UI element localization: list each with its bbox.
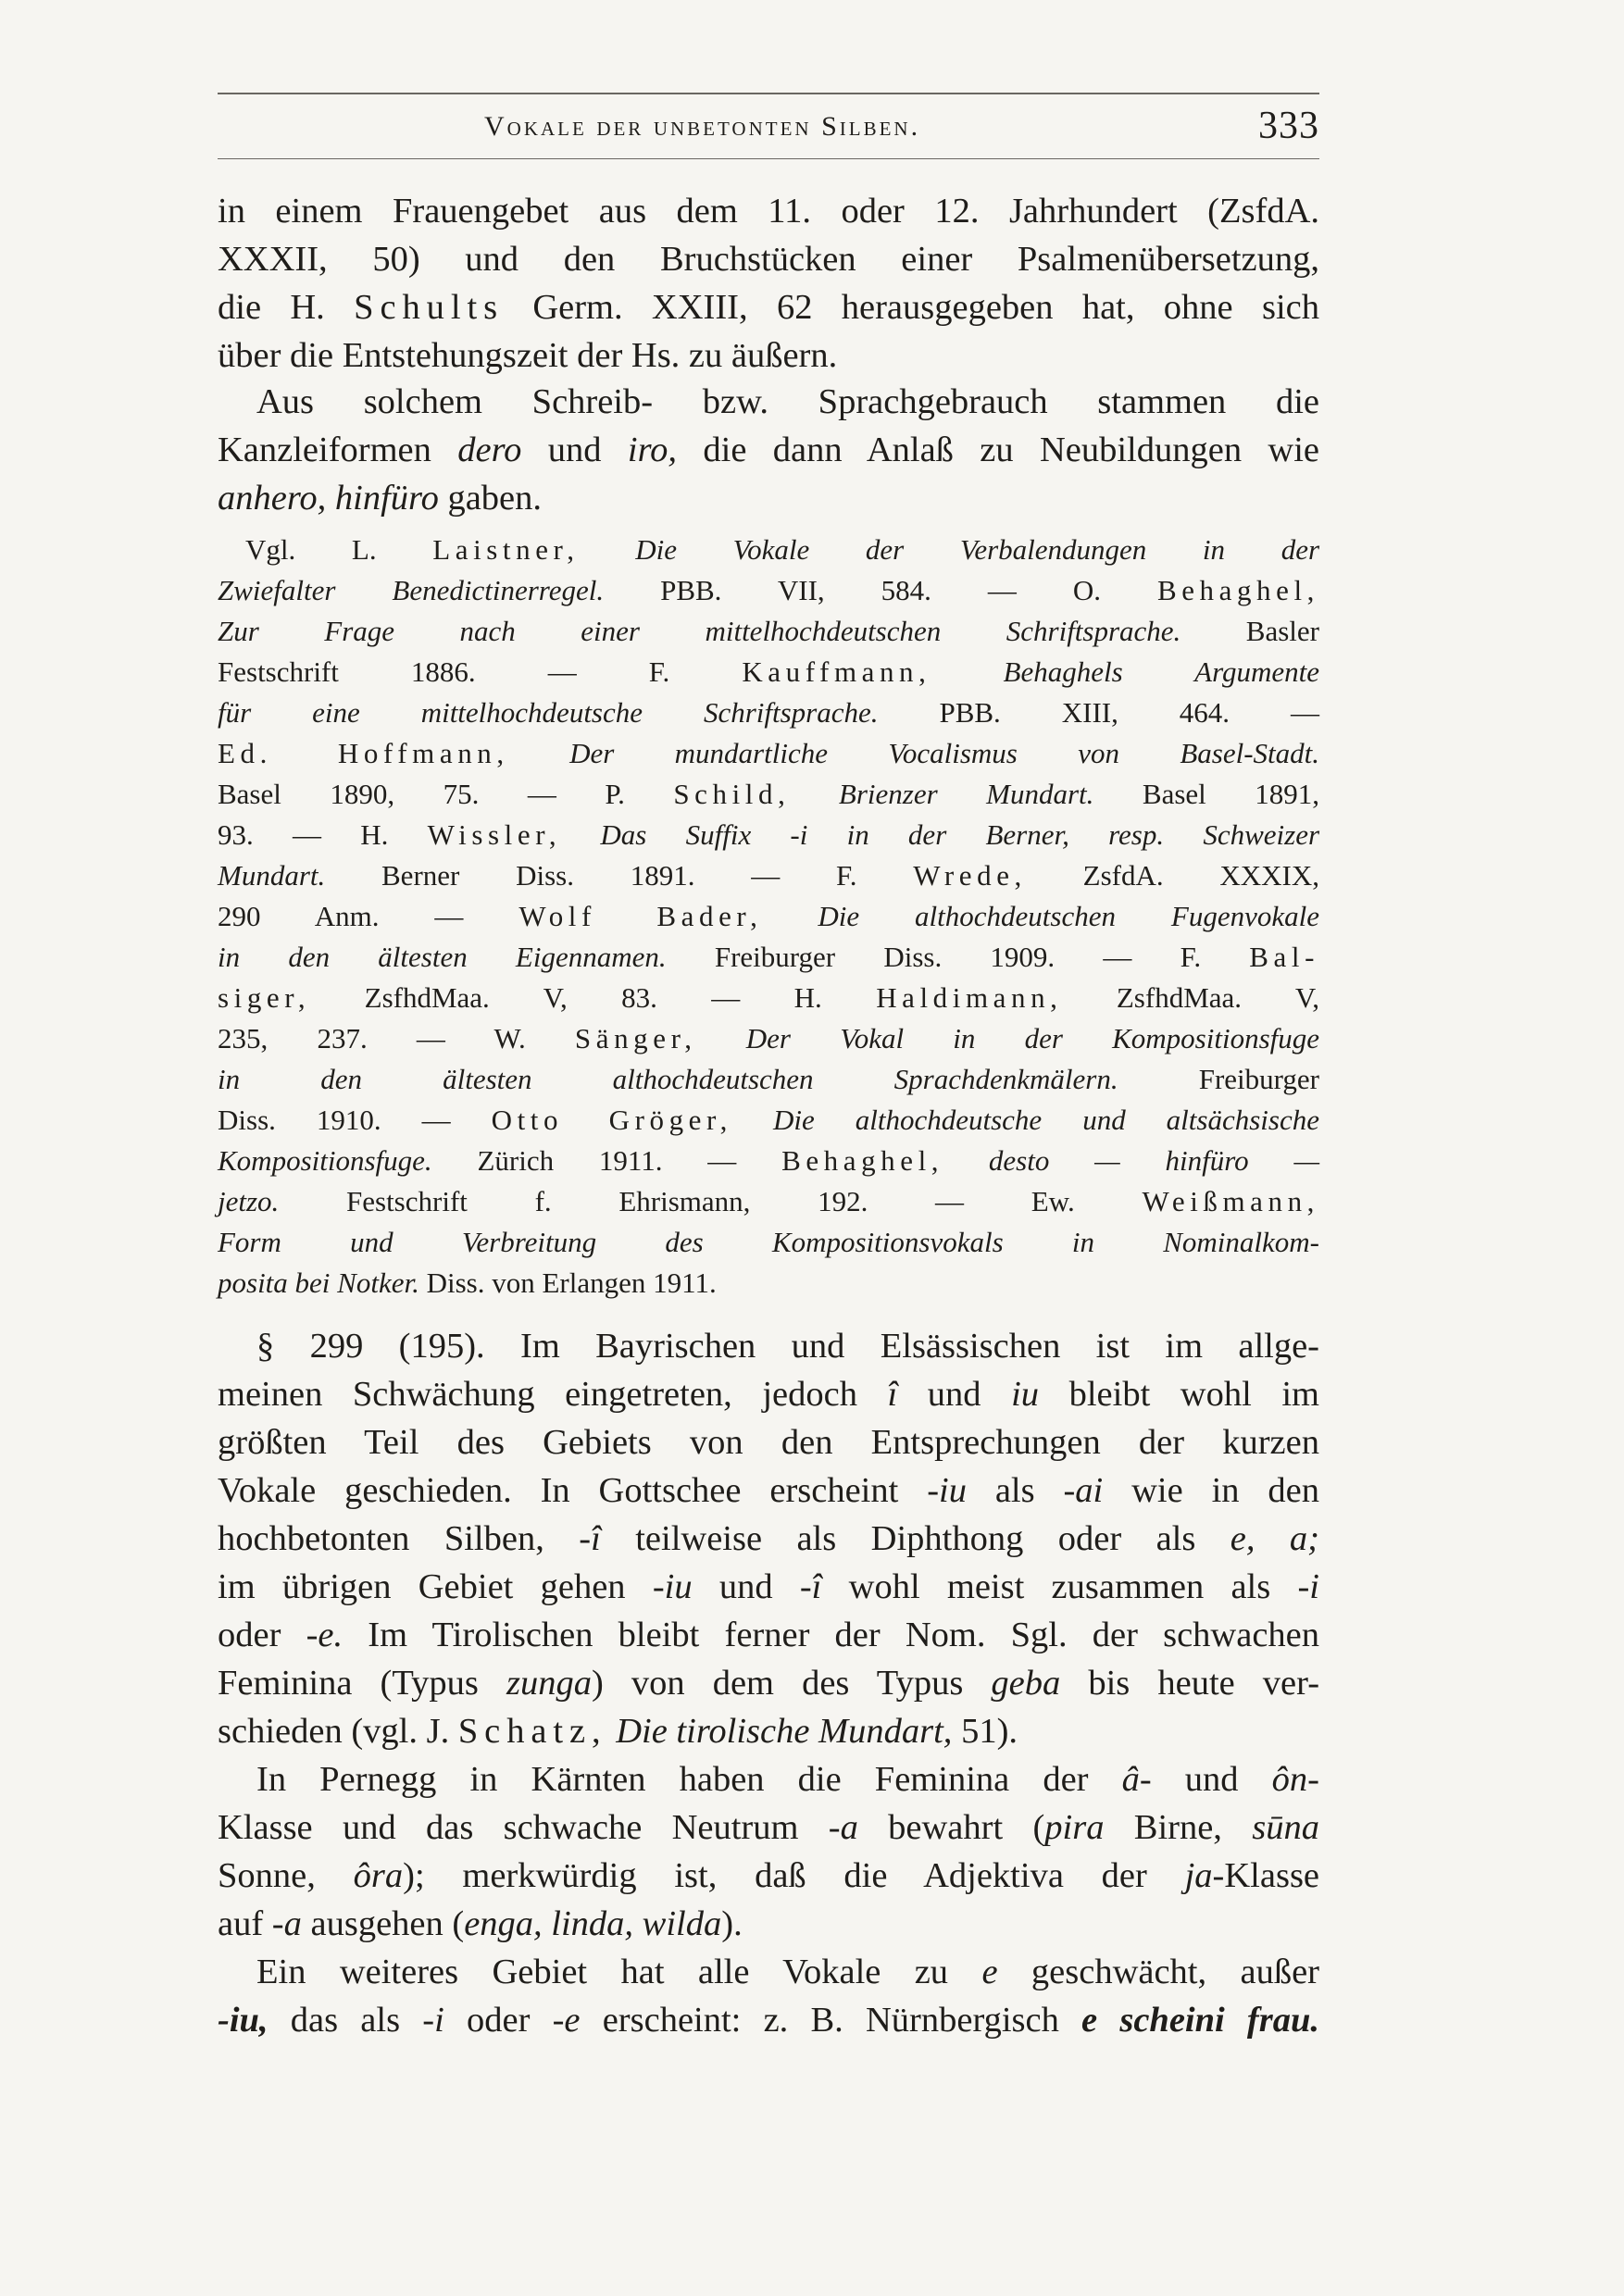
running-title: Vokale der unbetonten Silben. bbox=[484, 111, 921, 142]
text-line: In Pernegg in Kärnten haben die Feminina der â- und ôn- bbox=[256, 1760, 1319, 1799]
page-number: 333 bbox=[1258, 105, 1319, 147]
running-head bbox=[218, 106, 1319, 152]
note-line: Basel 1890, 75. — P. Schild, Brienzer Mundart. Basel 1891, bbox=[218, 778, 1320, 810]
text-line: meinen Schwächung eingetreten, jedoch î und iu bleibt wohl im bbox=[218, 1375, 1320, 1414]
note-line: 290 Anm. — Wolf Bader, Die althochdeutschen Fugenvokale bbox=[218, 900, 1319, 932]
note-line: Festschrift 1886. — F. Kauffmann, Behaghels Argumente bbox=[218, 655, 1319, 688]
note-line: Ed. Hoffmann, Der mundartliche Vocalismus von Basel-Stadt. bbox=[218, 737, 1320, 769]
note-line: in den ältesten Eigennamen. Freiburger Diss. 1909. — F. Bal- bbox=[218, 941, 1319, 973]
text-line: anhero, hinfüro gaben. bbox=[218, 479, 543, 518]
note-line: jetzo. Festschrift f. Ehrismann, 192. — Ew. Weißmann, bbox=[218, 1185, 1319, 1217]
header-rule-bottom bbox=[218, 158, 1319, 159]
spaced-name: Schults bbox=[354, 288, 504, 327]
note-line: in den ältesten althochdeutschen Sprachdenkmälern. Freiburger bbox=[218, 1063, 1319, 1095]
text-line: -iu, das als -i oder -e erscheint: z. B. Nürnbergisch e scheini frau. bbox=[218, 2001, 1319, 2040]
text-line: XXXII, 50) und den Bruchstücken einer Psalmenübersetzung, bbox=[218, 240, 1319, 279]
text-line: auf -a ausgehen (enga, linda, wilda). bbox=[218, 1904, 743, 1943]
text-line: die H. Schults Germ. XXIII, 62 herausgegeben hat, ohne sich bbox=[218, 288, 1319, 327]
text-line: Feminina (Typus zunga) von dem des Typus geba bis heute ver- bbox=[218, 1664, 1320, 1703]
note-line: posita bei Notker. Diss. von Erlangen 1911. bbox=[218, 1267, 717, 1299]
text-line: Sonne, ôra); merkwürdig ist, daß die Adjektiva der ja-Klasse bbox=[218, 1856, 1320, 1895]
note-line: Zur Frage nach einer mittelhochdeutschen Schriftsprache. Basler bbox=[218, 615, 1319, 647]
text-line: Kanzleiformen dero und iro, die dann Anlaß zu Neubildungen wie bbox=[218, 430, 1320, 469]
note-line: Mundart. Berner Diss. 1891. — F. Wrede, ZsfdA. XXXIX, bbox=[218, 859, 1319, 892]
note-line: Vgl. L. Laistner, Die Vokale der Verbalendungen in der bbox=[245, 533, 1320, 566]
header-rule-top bbox=[218, 93, 1319, 94]
text-line: Klasse und das schwache Neutrum -a bewahrt (pira Birne, sūna bbox=[218, 1808, 1319, 1847]
note-line: Form und Verbreitung des Kompositionsvokals in Nominalkom- bbox=[218, 1226, 1319, 1258]
text-line: über die Entstehungszeit der Hs. zu äußern. bbox=[218, 336, 838, 375]
text-line: § 299 (195). Im Bayrischen und Elsässischen ist im allge- bbox=[256, 1327, 1319, 1366]
note-line: Zwiefalter Benedictinerregel. PBB. VII, 584. — O. Behaghel, bbox=[218, 574, 1319, 606]
text-line: im übrigen Gebiet gehen -iu und -î wohl meist zusammen als -i bbox=[218, 1567, 1319, 1606]
text-line: hochbetonten Silben, -î teilweise als Diphthong oder als e, a; bbox=[218, 1519, 1319, 1558]
note-line: siger, ZsfhdMaa. V, 83. — H. Haldimann, ZsfhdMaa. V, bbox=[218, 981, 1319, 1014]
text-line: Aus solchem Schreib- bzw. Sprachgebrauch stammen die bbox=[256, 382, 1319, 421]
text-line: größten Teil des Gebiets von den Entsprechungen der kurzen bbox=[218, 1423, 1319, 1462]
text-line: Vokale geschieden. In Gottschee erscheint -iu als -ai wie in den bbox=[218, 1471, 1319, 1510]
note-line: Diss. 1910. — Otto Gröger, Die althochdeutsche und altsächsische bbox=[218, 1104, 1319, 1136]
text-line: oder -e. Im Tirolischen bleibt ferner der Nom. Sgl. der schwachen bbox=[218, 1616, 1319, 1654]
text-line: Ein weiteres Gebiet hat alle Vokale zu e geschwächt, außer bbox=[256, 1953, 1319, 1991]
note-line: 235, 237. — W. Sänger, Der Vokal in der Kompositionsfuge bbox=[218, 1022, 1320, 1054]
text-line: schieden (vgl. J. Schatz, Die tirolische Mundart, 51). bbox=[218, 1712, 1018, 1751]
note-line: Kompositionsfuge. Zürich 1911. — Behaghel, desto — hinfüro — bbox=[218, 1144, 1320, 1177]
note-line: 93. — H. Wissler, Das Suffix -i in der Berner, resp. Schweizer bbox=[218, 818, 1320, 851]
note-line: für eine mittelhochdeutsche Schriftsprache. PBB. XIII, 464. — bbox=[218, 696, 1319, 729]
text-line: in einem Frauengebet aus dem 11. oder 12. Jahrhundert (ZsfdA. bbox=[218, 192, 1319, 231]
